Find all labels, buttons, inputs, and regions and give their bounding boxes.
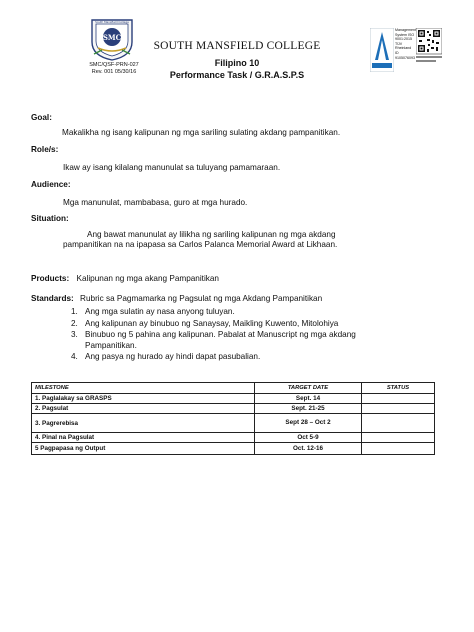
- situation-line-1: Ang bawat manunulat ay lilikha ng sariling kalipunan ng mga akdang: [87, 230, 336, 239]
- certification-text: Management System ISO 9001:2015 TÜV Rheinland ID 9105076093: [395, 28, 416, 60]
- audience-text: Mga manunulat, mambabasa, guro at mga hurado.: [63, 198, 248, 207]
- date-cell: Sept. 21-25: [255, 404, 362, 414]
- list-item: 3. Binubuo ng 5 pahina ang kalipunan. Pabalat at Manuscript ng mga akdang Pampanitikan.: [71, 330, 356, 350]
- college-name: SOUTH MANSFIELD COLLEGE: [153, 40, 321, 52]
- products-text: Kalipunan ng mga akang Pampanitikan: [76, 274, 219, 283]
- list-item: 4. Ang pasya ng hurado ay hindi dapat pasubalian.: [71, 352, 261, 362]
- college-seal-logo: [88, 14, 136, 62]
- role-label: Role/s:: [31, 145, 59, 154]
- date-cell: Oct 5-9: [255, 433, 362, 443]
- audience-label: Audience:: [31, 180, 71, 189]
- table-row: [32, 394, 435, 404]
- task-title: Performance Task / G.R.A.S.P.S: [169, 70, 305, 80]
- products-label: Products:: [31, 274, 70, 283]
- milestone-cell: 2. Pagsulat: [32, 404, 255, 414]
- doc-code-text: SMC/QSF-PRN-027: [89, 62, 139, 68]
- standards-label: Standards:: [31, 294, 74, 303]
- goal-label: Goal:: [31, 113, 52, 122]
- goal-text: Makalikha ng isang kalipunan ng mga sariling sulating akdang pampanitikan.: [62, 128, 341, 137]
- standards-text: Rubric sa Pagmamarka ng Pagsulat ng mga Akdang Pampanitikan: [80, 294, 323, 303]
- milestone-cell: 1. Paglalakay sa GRASPS: [32, 394, 255, 404]
- milestone-header: MILESTONE: [32, 383, 255, 394]
- status-cell: [362, 404, 435, 414]
- milestone-cell: 5 Pagpapasa ng Output: [32, 443, 255, 455]
- revision-text: Rev. 001 05/30/16: [91, 69, 137, 75]
- role-text: Ikaw ay isang kilalang manunulat sa tuluyang pamamaraan.: [63, 163, 281, 172]
- list-item: 2. Ang kalipunan ay binubuo ng Sanaysay, Maikling Kuwento, Mitolohiya: [71, 318, 339, 328]
- status-header: STATUS: [362, 383, 435, 394]
- status-cell: [362, 433, 435, 443]
- standards-list: [71, 307, 441, 363]
- table-row: [32, 443, 435, 455]
- status-cell: [362, 414, 435, 433]
- situation-text: [63, 230, 435, 250]
- milestone-cell: 4. Pinal na Pagsulat: [32, 433, 255, 443]
- subject-title: Filipino 10: [214, 58, 260, 68]
- table-row: [32, 414, 435, 433]
- standards-row: [31, 294, 322, 303]
- svg-text:South Mansfield College: South Mansfield College: [95, 20, 129, 24]
- list-item: 1. Ang mga sulatin ay nasa anyong tuluyan.: [71, 307, 235, 316]
- date-cell: Sept 28 – Oct 2: [255, 414, 362, 433]
- status-cell: [362, 394, 435, 404]
- svg-text:SMC: SMC: [102, 33, 122, 42]
- situation-line-2: pampanitikan na na ipapasa sa Carlos Palanca Memorial Award at Likhaan.: [63, 240, 338, 249]
- date-cell: Sept. 14: [255, 394, 362, 404]
- table-row: [32, 433, 435, 443]
- milestone-cell: 3. Pagrerebisa: [32, 414, 255, 433]
- table-header-row: [32, 383, 435, 394]
- target-date-header: TARGET DATE: [255, 383, 362, 394]
- table-row: [32, 404, 435, 414]
- situation-label: Situation:: [31, 214, 69, 223]
- subject-heading: [0, 57, 474, 81]
- products-row: [31, 274, 219, 283]
- qr-code-icon: [416, 28, 442, 64]
- date-cell: Oct. 12-16: [255, 443, 362, 455]
- milestone-table: [31, 382, 435, 455]
- certification-badge-icon: [370, 28, 394, 72]
- status-cell: [362, 443, 435, 455]
